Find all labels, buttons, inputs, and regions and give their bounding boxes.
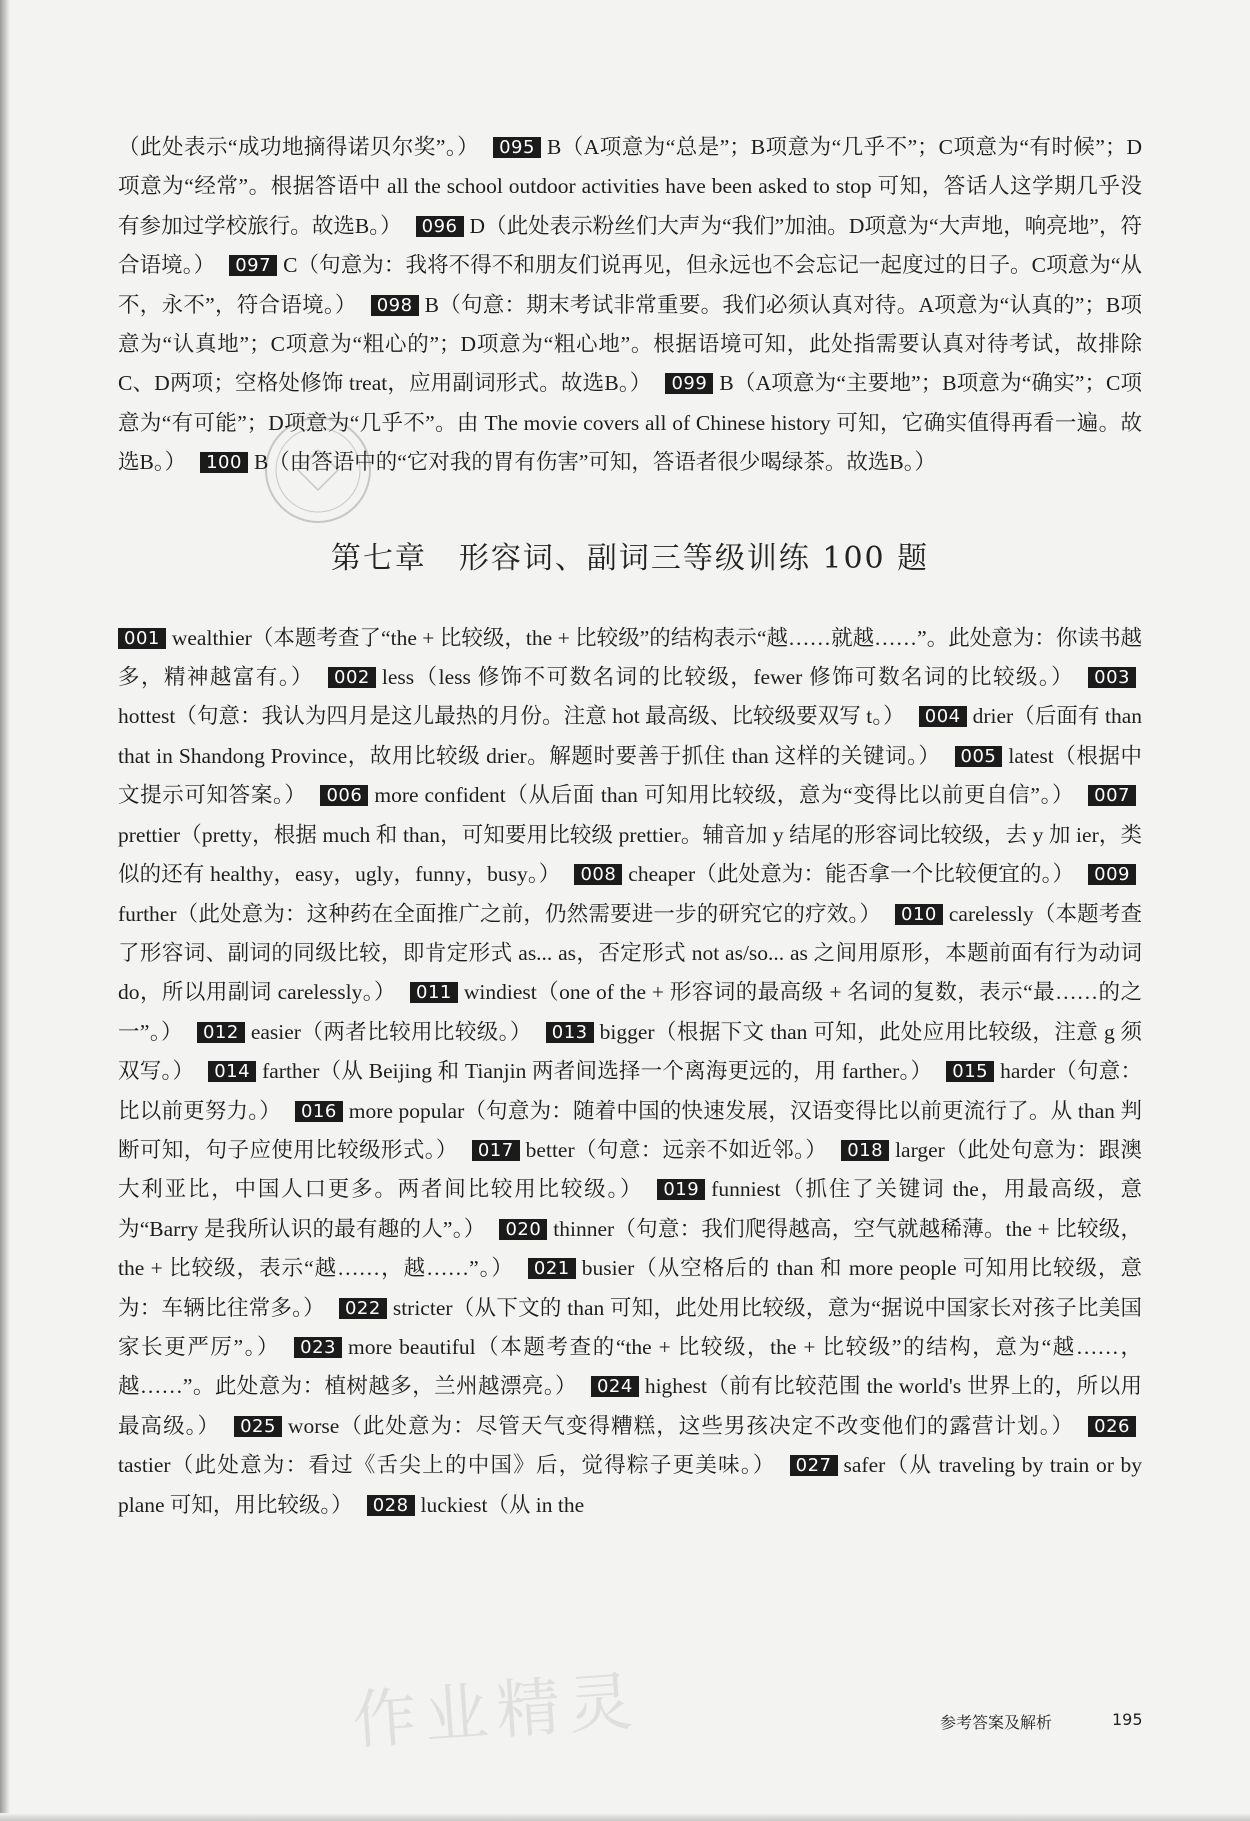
question-number-badge: 024 <box>591 1376 639 1397</box>
question-number-badge: 097 <box>229 255 277 276</box>
answer-explanation: C（句意为：我将不得不和朋友们说再见，但永远也不会忘记一起度过的日子。C项意为“从不，永不”，符合语境。） <box>118 253 1142 317</box>
answer-explanation: carelessly（本题考查了形容词、副词的同级比较，即肯定形式 as... as，否定形式 not as/so... as 之间用原形，本题前面有行为动词 do，所以用副词 carelessly。） <box>118 901 1143 1005</box>
question-number-badge: 017 <box>472 1140 520 1161</box>
question-number-badge: 023 <box>294 1337 342 1358</box>
answer-explanation: B（A项意为“主要地”；B项意为“确实”；C项意为“有可能”；D项意为“几乎不”。由 The movie covers all of Chinese history 可知，它确实值得再看一遍。故选B。） <box>118 371 1142 475</box>
answer-explanation: thinner（句意：我们爬得越高，空气就越稀薄。the + 比较级，the + 比较级，表示“越……，越……”。） <box>118 1216 1142 1281</box>
answer-explanation: easier（两者比较用比较级。） <box>250 1019 532 1044</box>
page-number: 195 <box>1112 1710 1143 1729</box>
question-number-badge: 004 <box>919 706 967 727</box>
answer-explanation: B（A项意为“总是”；B项意为“几乎不”；C项意为“有时候”；D项意为“经常”。根据答语中 all the school outdoor activities have been asked to stop 可知，答话人这学期几乎没有参加过学校旅行。故选B。） <box>118 135 1142 238</box>
question-number-badge: 098 <box>371 295 419 316</box>
answer-item <box>186 450 936 475</box>
answers-paragraph <box>118 619 1142 1525</box>
question-number-badge: 021 <box>528 1258 576 1279</box>
question-number-badge: 005 <box>955 746 1003 767</box>
answer-item <box>183 1020 532 1045</box>
answer-explanation: B（由答语中的“它对我的胃有伤害”可知，答语者很少喝绿茶。故选B。） <box>253 450 936 475</box>
footer-section-label: 参考答案及解析 <box>940 1713 1053 1732</box>
question-number-badge: 001 <box>118 628 166 649</box>
answer-item <box>560 862 1074 887</box>
answer-explanation: drier（后面有 than that in Shandong Province，故用比较级 drier。解题时要善于抓住 than 这样的关键词。） <box>118 704 1143 768</box>
answer-item <box>314 665 1074 690</box>
question-number-badge: 002 <box>328 667 376 688</box>
answer-explanation: windiest（one of the + 形容词的最高级 + 名词的复数，表示“最……的之一”。） <box>118 980 1143 1044</box>
question-number-badge: 006 <box>320 785 368 806</box>
question-number-badge: 007 <box>1088 785 1136 806</box>
page-bottom-shadow <box>0 1813 1250 1821</box>
answer-explanation: more popular（句意为：随着中国的快速发展，汉语变得比以前更流行了。从 than 判断可知，句子应使用比较级形式。） <box>118 1098 1142 1162</box>
answer-explanation: bigger（根据下文 than 可知，此处应用比较级，注意 g 须双写。） <box>118 1019 1143 1084</box>
page-edge-shadow <box>0 0 10 1821</box>
answer-explanation: less（less 修饰不可数名词的比较级，fewer 修饰可数名词的比较级。） <box>381 665 1075 690</box>
answer-explanation: worse（此处意为：尽管天气变得糟糕，这些男孩决定不改变他们的露营计划。） <box>287 1413 1075 1438</box>
answer-explanation: prettier（pretty，根据 much 和 than，可知要用比较级 prettier。辅音加 y 结尾的形容词比较级，去 y 加 ier，类似的还有 healthy，easy，ugly，funny，busy。） <box>118 822 1142 887</box>
answer-explanation: tastier（此处意为：看过《舌尖上的中国》后，觉得粽子更美味。） <box>118 1453 776 1478</box>
question-number-badge: 013 <box>546 1022 594 1043</box>
answer-explanation: D（此处表示粉丝们大声为“我们”加油。D项意为“大声地，响亮地”，符合语境。） <box>118 213 1142 278</box>
question-number-badge: 011 <box>410 982 458 1003</box>
intro-paragraph <box>118 128 1142 483</box>
question-number-badge: 026 <box>1088 1416 1136 1437</box>
answer-item <box>353 1493 584 1518</box>
question-number-badge: 028 <box>367 1495 415 1516</box>
answer-explanation: stricter（从下文的 than 可知，此处用比较级，意为“据说中国家长对孩子比美国家长更严厉”。） <box>118 1295 1142 1359</box>
answer-explanation: further（此处意为：这种药在全面推广之前，仍然需要进一步的研究它的疗效。） <box>118 901 882 926</box>
answer-explanation: larger（此处句意为：跟澳大利亚比，中国人口更多。两者间比较用比较级。） <box>118 1137 1142 1202</box>
question-number-badge: 027 <box>790 1455 838 1476</box>
question-number-badge: 019 <box>657 1179 705 1200</box>
question-number-badge: 008 <box>574 864 622 885</box>
answer-item <box>306 783 1074 808</box>
question-number-badge: 018 <box>841 1140 889 1161</box>
answer-explanation: more beautiful（本题考查的“the + 比较级，the + 比较级”的结构，意为“越……，越……”。此处意为：植树越多，兰州越漂亮。） <box>118 1334 1142 1399</box>
answer-explanation: safer（从 traveling by train or by plane 可知，用比较级。） <box>118 1453 1142 1517</box>
question-number-badge: 015 <box>946 1061 994 1082</box>
answer-explanation: more confident（从后面 than 可知用比较级，意为“变得比以前更自信”。） <box>374 783 1075 808</box>
answer-item <box>118 135 479 160</box>
question-number-badge: 009 <box>1088 864 1136 885</box>
answer-item <box>220 1414 1074 1439</box>
answer-explanation: highest（前有比较范围 the world's 世界上的，所以用最高级。） <box>118 1374 1142 1438</box>
question-number-badge: 016 <box>295 1101 343 1122</box>
chapter-title: 第七章 形容词、副词三等级训练 100 题 <box>330 540 930 576</box>
answer-explanation: cheaper（此处意为：能否拿一个比较便宜的。） <box>628 862 1075 887</box>
question-number-badge: 096 <box>416 216 464 237</box>
question-number-badge: 022 <box>339 1298 387 1319</box>
question-number-badge: 025 <box>234 1416 282 1437</box>
question-number-badge: 003 <box>1088 667 1136 688</box>
question-number-badge: 095 <box>493 137 541 158</box>
answer-explanation: wealthier（本题考查了“the + 比较级，the + 比较级”的结构表示“越……就越……”。此处意为：你读书越多，精神越富有。） <box>118 625 1142 690</box>
question-number-badge: 010 <box>895 904 943 925</box>
answer-content <box>118 128 1142 1525</box>
answer-explanation: better（句意：远亲不如近邻。） <box>525 1137 828 1162</box>
answer-explanation: （此处表示“成功地摘得诺贝尔奖”。） <box>118 135 480 159</box>
answer-explanation: hottest（句意：我认为四月是这儿最热的月份。注意 hot 最高级、比较级要双写 t。） <box>118 704 905 729</box>
answer-explanation: B（句意：期末考试非常重要。我们必须认真对待。A项意为“认真的”；B项意为“认真地”；C项意为“粗心的”；D项意为“粗心地”。根据语境可知，此处指需要认真对待考试，故排除C、D两项；空格处修饰 treat，应用副词形式。故选B。） <box>118 292 1142 396</box>
answer-explanation: farther（从 Beijing 和 Tianjin 两者间选择一个离海更远的，用 farther。） <box>262 1059 933 1084</box>
answer-explanation: luckiest（从 in the <box>420 1492 585 1517</box>
question-number-badge: 099 <box>665 373 713 394</box>
answer-explanation: latest（根据中文提示可知答案。） <box>118 743 1142 808</box>
answer-item <box>194 1059 932 1084</box>
question-number-badge: 012 <box>197 1022 245 1043</box>
question-number-badge: 100 <box>200 452 248 473</box>
answer-explanation: harder（句意：比以前更努力。） <box>118 1059 1142 1123</box>
answer-explanation: funniest（抓住了关键词 the，用最高级，意为“Barry 是我所认识的最有趣的人”。） <box>118 1177 1142 1241</box>
answer-item <box>458 1138 827 1163</box>
question-number-badge: 014 <box>208 1061 256 1082</box>
answer-explanation: busier（从空格后的 than 和 more people 可知用比较级，意为：车辆比往常多。） <box>118 1256 1143 1320</box>
question-number-badge: 020 <box>499 1219 547 1240</box>
zuoye-jingling-watermark: 作业精灵 <box>350 1665 643 1759</box>
